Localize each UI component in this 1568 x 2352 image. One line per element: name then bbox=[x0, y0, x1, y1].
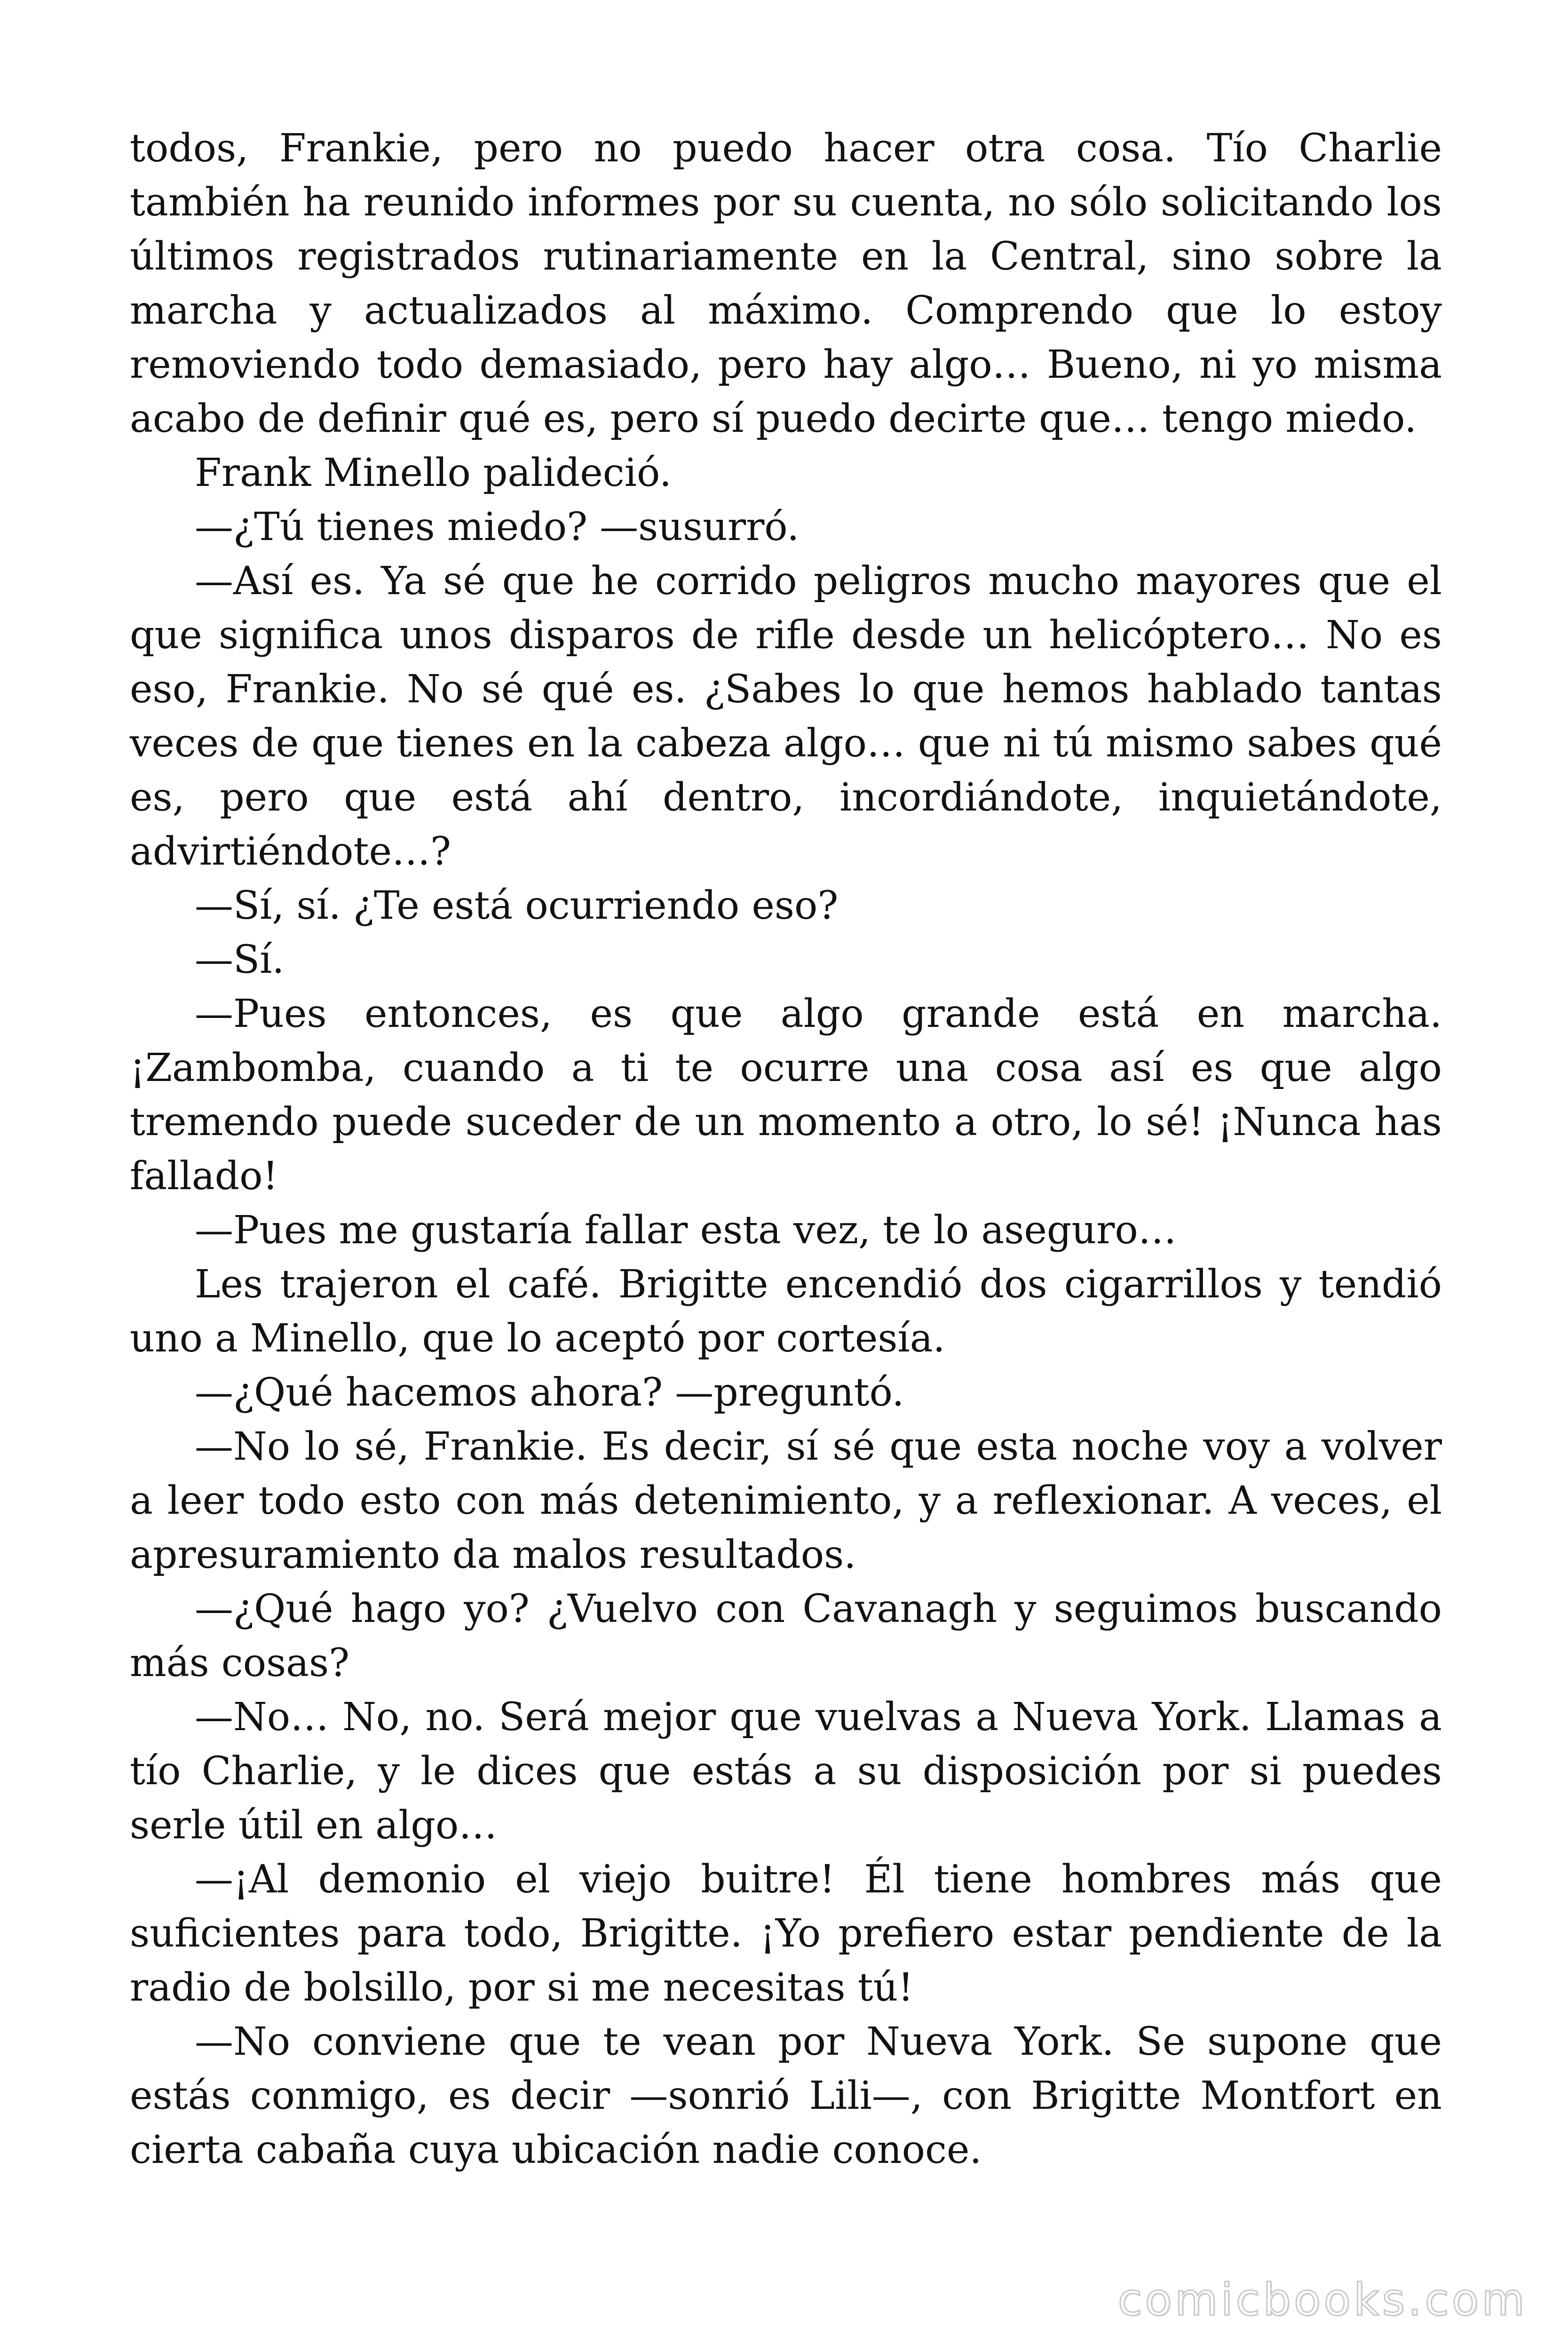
paragraph: Les trajeron el café. Brigitte encendió dos cigarrillos y tendió uno a Minello, que lo aceptó por cortesía. bbox=[130, 1262, 1442, 1361]
paragraph: —¿Qué hago yo? ¿Vuelvo con Cavanagh y seguimos buscando más cosas? bbox=[130, 1587, 1442, 1685]
paragraph: —No… No, no. Será mejor que vuelvas a Nueva York. Llamas a tío Charlie, y le dices que estás a su disposición por si puedes serle útil en algo… bbox=[130, 1695, 1442, 1848]
paragraph: —¿Qué hacemos ahora? —preguntó. bbox=[195, 1370, 904, 1415]
paragraph: —¡Al demonio el viejo buitre! Él tiene hombres más que suficientes para todo, Brigitte. ¡Yo prefiero estar pendiente de la radio de bolsillo, por si me necesitas tú! bbox=[130, 1857, 1442, 2010]
paragraph: —Sí, sí. ¿Te está ocurriendo eso? bbox=[195, 883, 839, 928]
paragraph: —Así es. Ya sé que he corrido peligros mucho mayores que el que significa unos disparos de rifle desde un helicóptero… No es eso, Frankie. No sé qué es. ¿Sabes lo que hemos hablado tantas veces de que tienes en la cabeza algo… que ni tú mismo sabes qué es, pero que está ahí dentro, incordiándote, inquietándote, advirtiéndote…? bbox=[130, 559, 1442, 874]
paragraph: —¿Tú tienes miedo? —susurró. bbox=[195, 505, 800, 549]
watermark: comicbooks.com bbox=[1117, 2274, 1528, 2326]
body-text bbox=[130, 121, 1442, 2177]
paragraph: —No lo sé, Frankie. Es decir, sí sé que esta noche voy a volver a leer todo esto con más detenimiento, y a reflexionar. A veces, el apresuramiento da malos resultados. bbox=[130, 1424, 1442, 1577]
paragraph: —Pues entonces, es que algo grande está en marcha. ¡Zambomba, cuando a ti te ocurre una cosa así es que algo tremendo puede suceder de un momento a otro, lo sé! ¡Nunca has fallado! bbox=[130, 992, 1442, 1199]
paragraph: Frank Minello palideció. bbox=[195, 451, 672, 495]
paragraph: —Sí. bbox=[195, 938, 285, 982]
paragraph: todos, Frankie, pero no puedo hacer otra cosa. Tío Charlie también ha reunido informes por su cuenta, no sólo solicitando los últimos registrados rutinariamente en la Central, sino sobre la marcha y actualizados al máximo. Comprendo que lo estoy removiendo todo demasiado, pero hay algo… Bueno, ni yo misma acabo de definir qué es, pero sí puedo decirte que… tengo miedo. bbox=[130, 126, 1442, 441]
paragraph: —Pues me gustaría fallar esta vez, te lo aseguro… bbox=[195, 1208, 1177, 1253]
paragraph: —No conviene que te vean por Nueva York. Se supone que estás conmigo, es decir —sonrió Lili—, con Brigitte Montfort en cierta cabaña cuya ubicación nadie conoce. bbox=[130, 2019, 1442, 2172]
